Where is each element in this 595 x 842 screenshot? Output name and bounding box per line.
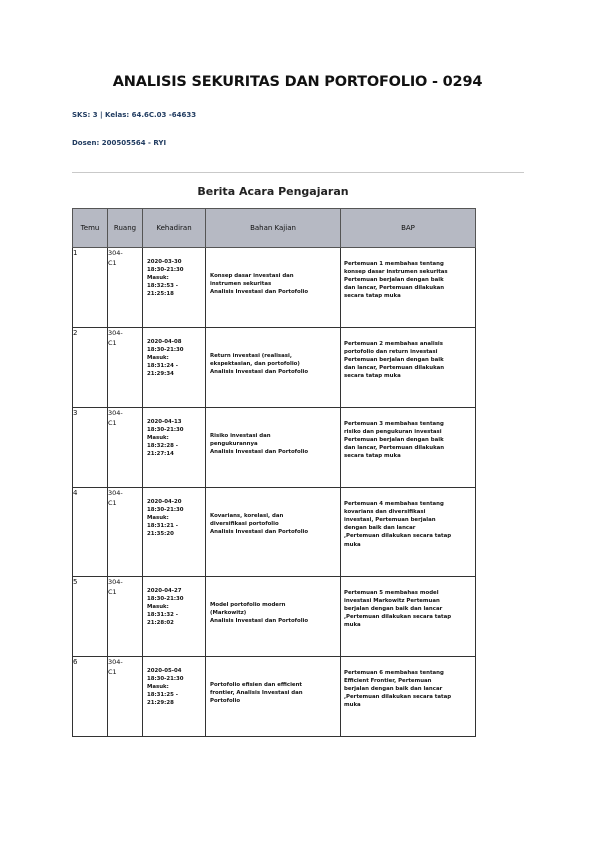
bap-cell — [341, 328, 476, 408]
bap-line: dengan baik dan lancar — [344, 525, 416, 532]
kehadiran-line: 21:25:18 — [147, 291, 174, 298]
bahan-kajian-line: Kovarians, korelasi, dan — [210, 513, 284, 519]
bap-line: Pertemuan berjalan dengan baik — [344, 437, 444, 444]
kehadiran-line: 21:28:02 — [147, 620, 174, 627]
kehadiran-cell — [143, 408, 206, 488]
kehadiran-line: 18:32:28 - — [147, 443, 178, 450]
ruang-cell — [108, 488, 143, 577]
ruang-cell — [108, 657, 143, 737]
table-row — [73, 577, 476, 657]
kehadiran-line: 2020-03-30 — [147, 259, 182, 265]
header-temu: Temu — [73, 209, 108, 248]
table-row — [73, 657, 476, 737]
bap-line: ,Pertemuan dilakukan secara tatap — [344, 614, 452, 621]
bahan-kajian-line: (Markowitz) — [210, 610, 247, 617]
ruang-line: 304- — [108, 409, 123, 417]
ruang-line: C1 — [108, 668, 117, 677]
kehadiran-line: 18:32:53 - — [147, 283, 178, 290]
ruang-line: C1 — [108, 259, 117, 268]
bahan-kajian-cell — [206, 248, 341, 328]
bap-cell — [341, 408, 476, 488]
table-row — [73, 328, 476, 408]
kehadiran-cell — [143, 657, 206, 737]
bap-line: Pertemuan berjalan dengan baik — [344, 277, 444, 284]
class-info: SKS: 3 | Kelas: 64.6C.03 -64633 — [72, 111, 197, 119]
kehadiran-line: 21:35:20 — [147, 531, 174, 538]
kehadiran-line: 2020-04-08 — [147, 339, 182, 345]
bahan-kajian-line: Portofolio — [210, 698, 241, 705]
table-row — [73, 408, 476, 488]
kehadiran-cell — [143, 328, 206, 408]
kehadiran-line: 18:30-21:30 — [147, 267, 184, 274]
bap-line: dan lancar, Pertemuan dilakukan — [344, 445, 445, 452]
kehadiran-cell — [143, 248, 206, 328]
bahan-kajian-cell — [206, 488, 341, 577]
bahan-kajian-line: ekspektasian, dan portofolio) — [210, 361, 300, 368]
kehadiran-line: 21:29:34 — [147, 371, 174, 378]
ruang-line: 304- — [108, 249, 123, 257]
table-row — [73, 488, 476, 577]
bap-line: Pertemuan 5 membahas model — [344, 590, 439, 596]
ruang-line: C1 — [108, 499, 117, 508]
kehadiran-line: 21:27:14 — [147, 451, 174, 458]
temu-cell: 4 — [73, 488, 108, 577]
bahan-kajian-cell — [206, 577, 341, 657]
bahan-kajian-line: Konsep dasar investasi dan — [210, 273, 294, 279]
kehadiran-line: 18:31:32 - — [147, 612, 178, 619]
kehadiran-line: 18:30-21:30 — [147, 427, 184, 434]
ruang-line: C1 — [108, 339, 117, 348]
lecturer-info: Dosen: 200505564 - RYI — [72, 139, 167, 147]
kehadiran-line: Masuk: — [147, 604, 169, 611]
bahan-kajian-line: Analisis Investasi dan Portofolio — [210, 618, 309, 625]
kehadiran-line: 18:31:24 - — [147, 363, 178, 370]
bap-cell — [341, 248, 476, 328]
ruang-line: C1 — [108, 588, 117, 597]
bap-line: Pertemuan 2 membahas analisis — [344, 341, 443, 347]
temu-cell: 5 — [73, 577, 108, 657]
bap-line: portofolio dan return investasi — [344, 349, 438, 356]
bap-line: Pertemuan 3 membahas tentang — [344, 421, 444, 427]
temu-cell: 6 — [73, 657, 108, 737]
temu-cell: 1 — [73, 248, 108, 328]
bahan-kajian-cell — [206, 657, 341, 737]
bahan-kajian-cell — [206, 328, 341, 408]
bap-line: dan lancar, Pertemuan dilakukan — [344, 285, 445, 292]
ruang-line: C1 — [108, 419, 117, 428]
ruang-cell — [108, 248, 143, 328]
kehadiran-line: 21:29:28 — [147, 700, 174, 707]
table-row — [73, 248, 476, 328]
bap-line: muka — [344, 541, 361, 548]
bap-line: berjalan dengan baik dan lancar — [344, 686, 443, 693]
kehadiran-line: 18:30-21:30 — [147, 347, 184, 354]
kehadiran-line: 18:30-21:30 — [147, 676, 184, 683]
temu-cell: 3 — [73, 408, 108, 488]
bap-cell — [341, 577, 476, 657]
bap-line: Pertemuan 1 membahas tentang — [344, 261, 444, 267]
bap-cell — [341, 657, 476, 737]
divider — [72, 172, 524, 173]
header-bahan-kajian: Bahan Kajian — [206, 209, 341, 248]
bap-line: secara tatap muka — [344, 293, 401, 300]
kehadiran-line: 18:31:25 - — [147, 692, 178, 699]
bap-line: secara tatap muka — [344, 373, 401, 380]
kehadiran-line: Masuk: — [147, 355, 169, 362]
bap-line: ,Pertemuan dilakukan secara tatap — [344, 533, 452, 540]
bap-line: kovarians dan diversifikasi — [344, 509, 426, 516]
bahan-kajian-line: Analisis Investasi dan Portofolio — [210, 449, 309, 456]
bap-line: secara tatap muka — [344, 453, 401, 460]
ruang-line: 304- — [108, 658, 123, 666]
bap-line: Pertemuan 6 membahas tentang — [344, 670, 444, 676]
kehadiran-line: 18:31:21 - — [147, 523, 178, 530]
bap-cell — [341, 488, 476, 577]
bap-table — [72, 208, 476, 737]
bahan-kajian-line: Return investasi (realisasi, — [210, 353, 292, 359]
bap-line: investasi Markowitz Pertemuan — [344, 598, 440, 605]
bap-line: Pertemuan 4 membahas tentang — [344, 501, 444, 507]
ruang-line: 304- — [108, 578, 123, 586]
ruang-cell — [108, 408, 143, 488]
bap-line: dan lancar, Pertemuan dilakukan — [344, 365, 445, 372]
bap-line: investasi, Pertemuan berjalan — [344, 517, 436, 524]
bahan-kajian-line: instrumen sekuritas — [210, 281, 272, 288]
header-bap: BAP — [341, 209, 476, 248]
kehadiran-line: Masuk: — [147, 435, 169, 442]
header-kehadiran: Kehadiran — [143, 209, 206, 248]
kehadiran-line: 2020-04-13 — [147, 419, 182, 425]
kehadiran-line: 2020-04-27 — [147, 588, 182, 594]
kehadiran-line: 2020-04-20 — [147, 499, 182, 505]
bap-line: muka — [344, 702, 361, 709]
bahan-kajian-line: Analisis Investasi dan Portofolio — [210, 369, 309, 376]
bahan-kajian-line: pengukurannya — [210, 441, 258, 448]
bap-line: konsep dasar instrumen sekuritas — [344, 269, 448, 276]
bap-line: Pertemuan berjalan dengan baik — [344, 357, 444, 364]
bahan-kajian-line: Analisis Investasi dan Portofolio — [210, 289, 309, 296]
bahan-kajian-line: frontier, Analisis Investasi dan — [210, 690, 303, 697]
course-title: ANALISIS SEKURITAS DAN PORTOFOLIO - 0294 — [112, 74, 483, 90]
bahan-kajian-line: diversifikasi portofolio — [210, 521, 279, 528]
bap-line: Efficient Frontier, Pertemuan — [344, 678, 432, 685]
bap-line: risiko dan pengukuran investasi — [344, 429, 442, 436]
temu-cell: 2 — [73, 328, 108, 408]
bahan-kajian-line: Analisis Investasi dan Portofolio — [210, 529, 309, 536]
kehadiran-line: 2020-05-04 — [147, 668, 182, 674]
table-title: Berita Acara Pengajaran — [197, 185, 349, 198]
kehadiran-line: Masuk: — [147, 275, 169, 282]
bahan-kajian-line: Risiko investasi dan — [210, 433, 271, 439]
header-ruang: Ruang — [108, 209, 143, 248]
kehadiran-line: 18:30-21:30 — [147, 507, 184, 514]
ruang-line: 304- — [108, 329, 123, 337]
bap-line: muka — [344, 622, 361, 629]
bahan-kajian-line: Portofolio efisien dan efficient — [210, 682, 302, 688]
bap-line: berjalan dengan baik dan lancar — [344, 606, 443, 613]
kehadiran-line: Masuk: — [147, 515, 169, 522]
bahan-kajian-line: Model portofolio modern — [210, 602, 286, 608]
ruang-line: 304- — [108, 489, 123, 497]
ruang-cell — [108, 577, 143, 657]
table-header-row — [73, 209, 476, 248]
kehadiran-cell — [143, 488, 206, 577]
kehadiran-line: 18:30-21:30 — [147, 596, 184, 603]
bahan-kajian-cell — [206, 408, 341, 488]
bap-line: ,Pertemuan dilakukan secara tatap — [344, 694, 452, 701]
ruang-cell — [108, 328, 143, 408]
kehadiran-line: Masuk: — [147, 684, 169, 691]
kehadiran-cell — [143, 577, 206, 657]
